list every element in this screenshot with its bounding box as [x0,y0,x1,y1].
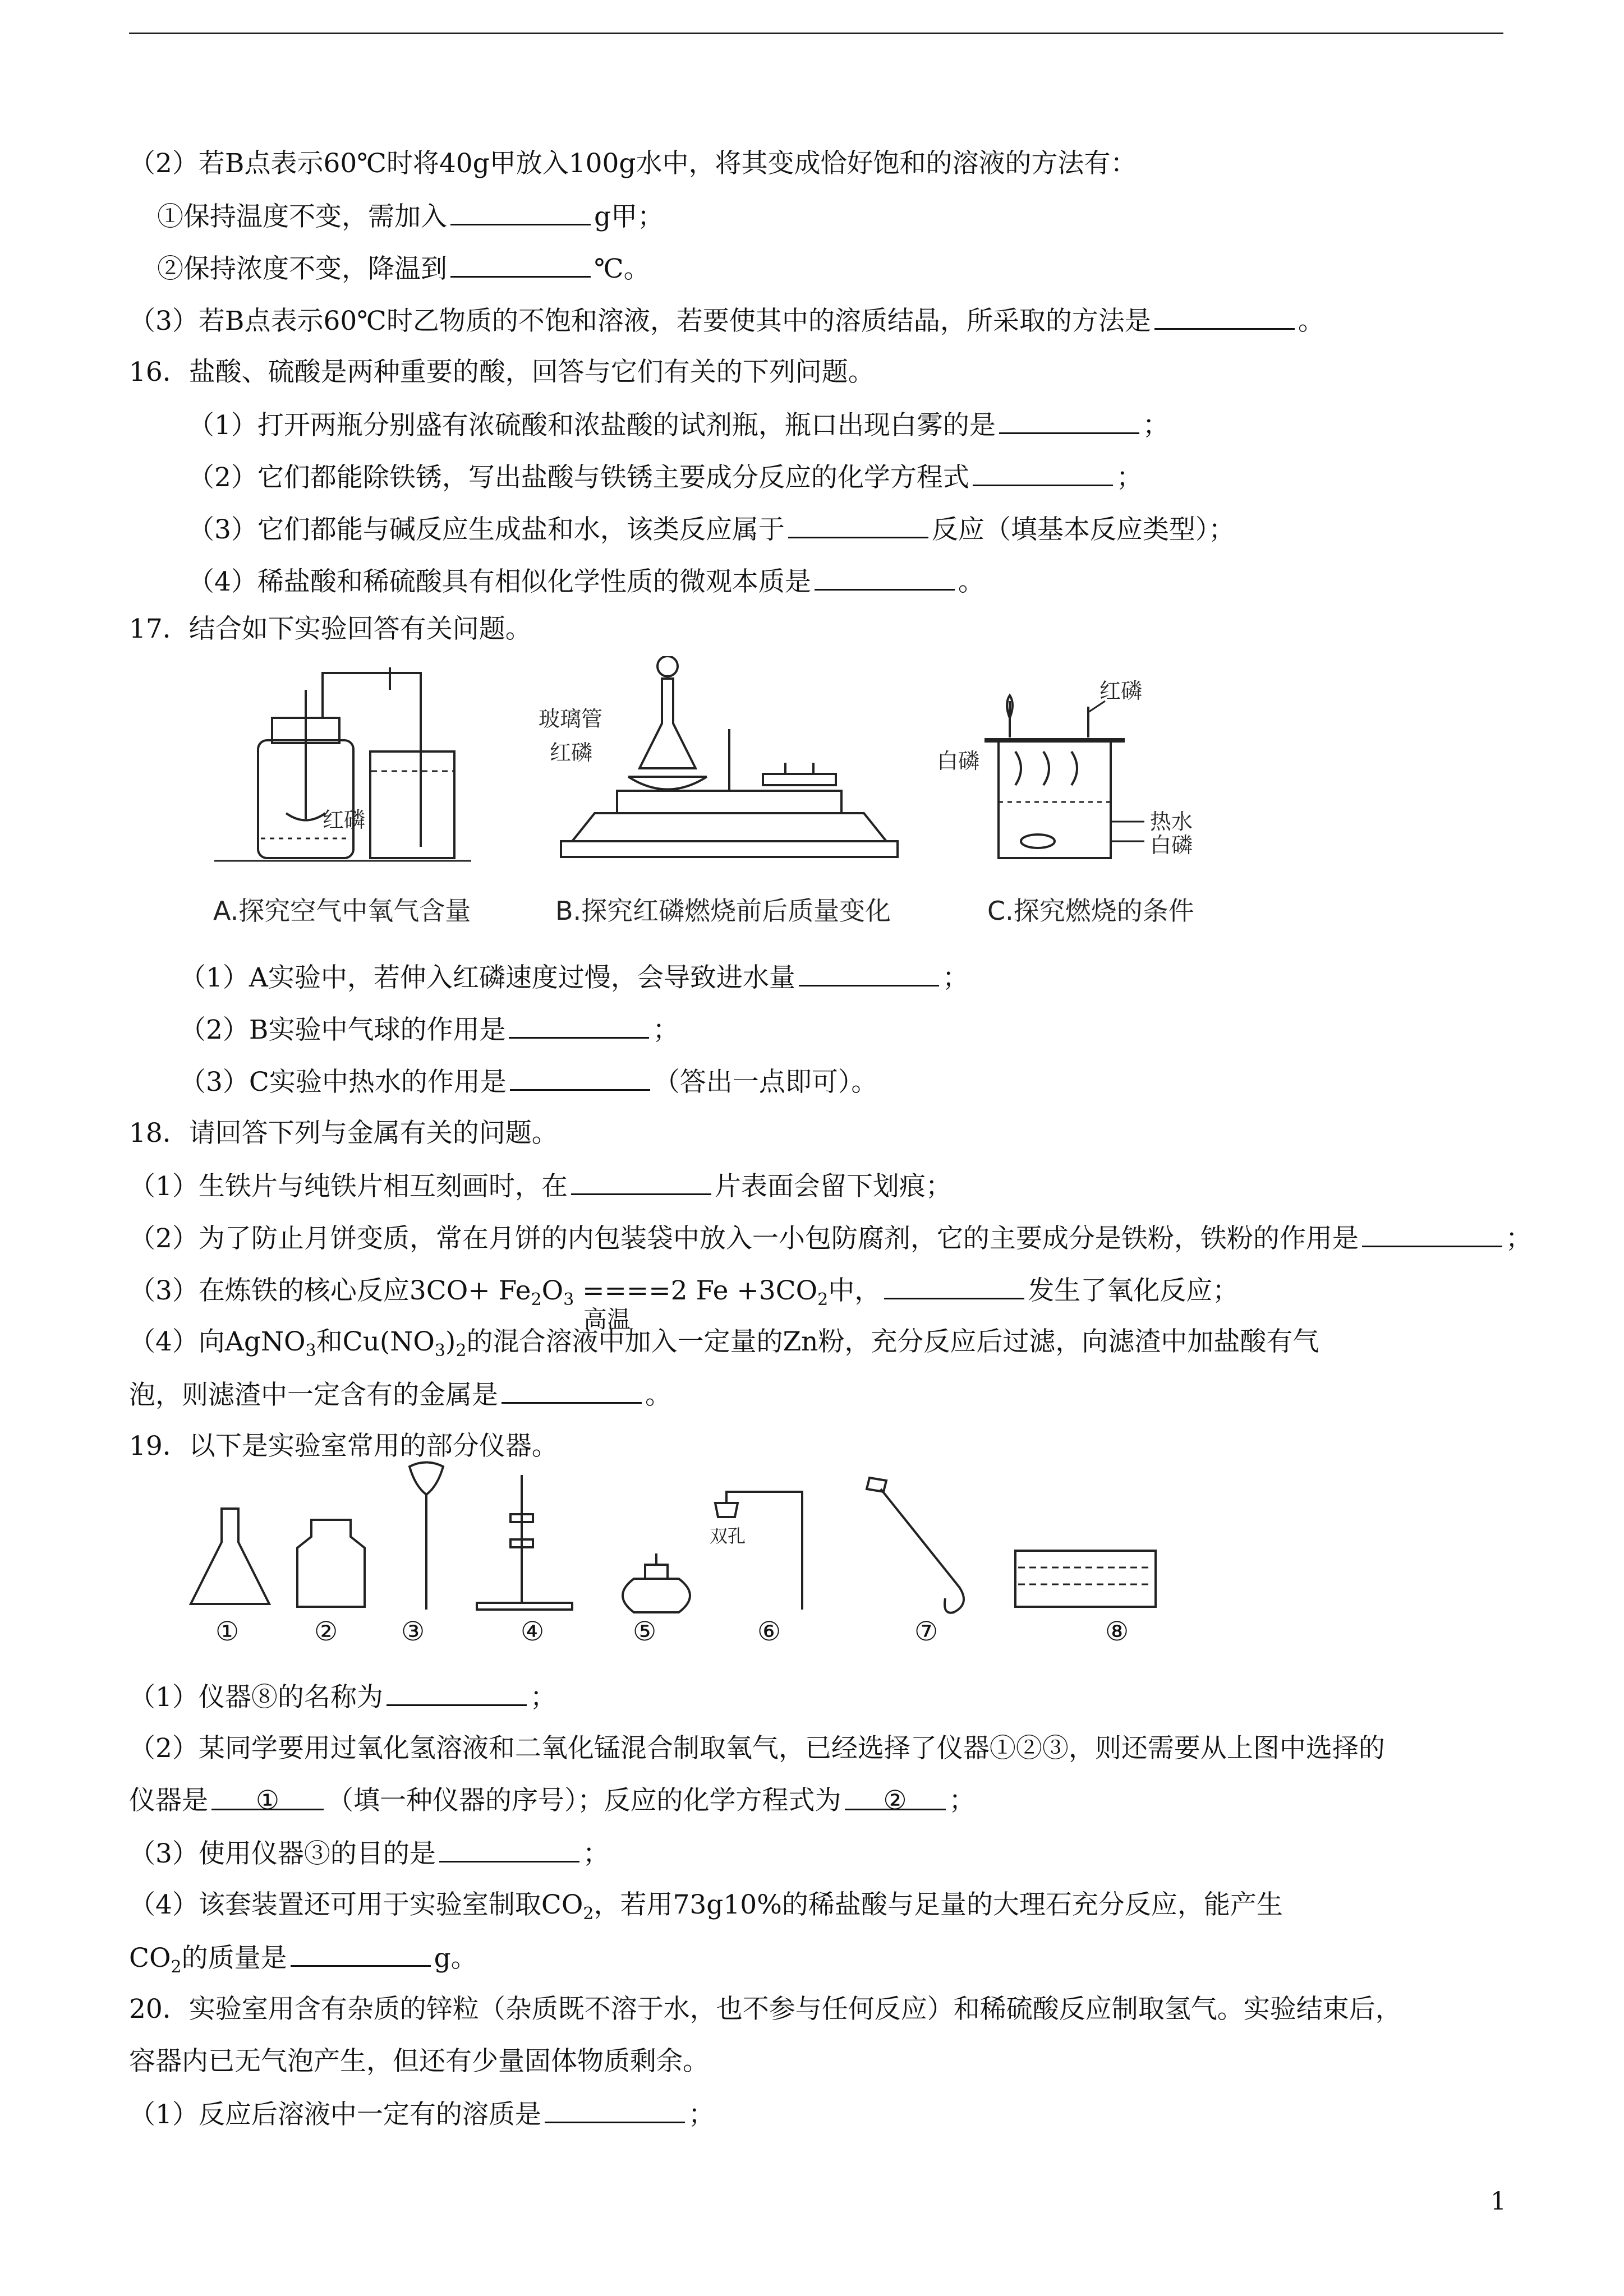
q19-part3: （3）使用仪器③的目的是 ； [129,1836,609,1871]
experiment-c-apparatus [984,695,1144,858]
header-rule [129,33,1503,34]
q16-part1: （1）打开两瓶分别盛有浓硫酸和浓盐酸的试剂瓶，瓶口出现白雾的是 ； [188,408,1169,442]
q16-part3: （3）它们都能与碱反应生成盐和水，该类反应属于 反应（填基本反应类型）； [188,512,1235,547]
answer-blank[interactable] [799,960,939,986]
answer-blank[interactable] [884,1273,1024,1299]
q20-line2: 容器内已无气泡产生，但还有少量固体物质剩余。 [129,2046,709,2077]
q19-part4-cont: $CO_2$的质量是 g。 [129,1940,477,1984]
label-white-phosphorus-bottom: 白磷 [1150,833,1193,857]
answer-blank[interactable] [815,564,955,591]
alcohol-lamp [623,1553,690,1612]
answer-blank[interactable] [571,1169,711,1195]
q18-part1: （1）生铁片与纯铁片相互刻画时，在 片表面会留下划痕； [129,1169,952,1204]
q15-part3: （3）若B点表示60℃时乙物质的不饱和溶液，若要使其中的溶质结晶，所采取的方法是 。 [129,303,1324,338]
experiment-b-apparatus [561,656,898,857]
answer-blank[interactable] [439,1836,579,1862]
q20-line1: 20．实验室用含有杂质的锌粒（杂质既不溶于水，也不参与任何反应）和稀硫酸反应制取氢气。实验结束后， [129,1994,1402,2025]
answer-blank[interactable] [450,251,591,278]
q19-part2: （2）某同学要用过氧化氢溶液和二氧化锰混合制取氧气，已经选择了仪器①②③，则还需要从上图中选择的 [129,1733,1385,1764]
label-red-phosphorus-c: 红磷 [1099,679,1143,703]
answer-blank[interactable] [291,1940,431,1967]
caption-c: C.探究燃烧的条件 [987,896,1194,926]
q16-title: 16．盐酸、硫酸是两种重要的酸，回答与它们有关的下列问题。 [129,357,875,388]
q18-title: 18．请回答下列与金属有关的问题。 [129,1118,558,1149]
caption-a: A.探究空气中氧气含量 [213,896,471,926]
answer-blank[interactable] [387,1680,527,1706]
wide-mouth-bottle [297,1520,365,1607]
label-glass-tube: 玻璃管 [539,707,603,731]
answer-blank[interactable] [545,2097,685,2123]
instrument-number-7: ⑦ [914,1616,938,1647]
answer-blank[interactable] [788,512,928,538]
q16-part4: （4）稀盐酸和稀硫酸具有相似化学性质的微观本质是 。 [188,564,984,599]
answer-blank[interactable] [450,199,591,225]
instrument-number-8: ⑧ [1105,1616,1129,1647]
q19-title: 19．以下是实验室常用的部分仪器。 [129,1431,558,1461]
page-number: 1 [1490,2187,1506,2216]
label-hot-water: 热水 [1150,809,1193,834]
instrument-number-3: ③ [401,1616,425,1647]
caption-b: B.探究红磷燃烧前后质量变化 [555,896,891,926]
answer-blank[interactable] [502,1377,642,1404]
instrument-number-1: ① [215,1616,240,1647]
label-white-phosphorus-top: 白磷 [937,749,980,773]
instrument-number-6: ⑥ [757,1616,781,1647]
answer-blank[interactable] [509,1012,649,1039]
q17-part1: （1）A实验中，若伸入红磷速度过慢，会导致进水量 ； [180,960,969,995]
conical-flask [191,1509,269,1604]
q15-part2-a: ①保持温度不变，需加入 g甲； [157,199,664,234]
q18-part3: （3）在炼铁的核心反应$3CO+ Fe_2O_3 ====2$ $Fe +3CO_2$中， 发生了氧化反应； [129,1273,1239,1317]
answer-blank-2[interactable]: ② [845,1784,946,1810]
label-double-hole: 双孔 [710,1525,746,1547]
label-red-phosphorus-a: 红磷 [323,808,366,832]
q17-title: 17．结合如下实验回答有关问题。 [129,614,532,644]
answer-blank[interactable] [973,460,1113,486]
label-red-phosphorus-b: 红磷 [550,740,593,765]
q18-part4: （4）向AgNO$_3$和$Cu(NO_3)_2$的混合溶液中加入一定量的Zn粉，充分反应后过滤，向滤渣中加盐酸有气 [129,1326,1319,1361]
long-neck-funnel [410,1463,443,1610]
q20-part1: （1）反应后溶液中一定有的溶质是 ； [129,2097,715,2132]
q19-part4: （4）该套装置还可用于实验室制取$CO_2$，若用73g10%的稀盐酸与足量的大理石充分反应，能产生 [129,1889,1283,1924]
answer-blank[interactable] [1362,1221,1502,1247]
q19-part1: （1）仪器⑧的名称为 ； [129,1680,556,1714]
answer-blank-1[interactable]: ① [211,1784,324,1810]
instrument-number-5: ⑤ [633,1616,657,1647]
instrument-number-2: ② [314,1616,338,1647]
q15-part2-b: ②保持浓度不变，降温到 ℃。 [157,251,650,286]
instrument-number-4: ④ [521,1616,545,1647]
answer-blank[interactable] [999,408,1139,434]
q17-experiment-figure [202,656,1268,948]
answer-blank[interactable] [1154,303,1295,330]
q18-part4-cont: 泡，则滤渣中一定含有的金属是 。 [129,1377,671,1412]
q16-part2: （2）它们都能除铁锈，写出盐酸与铁锈主要成分反应的化学方程式 ； [188,460,1143,495]
reaction-condition-high-temp: 高温 [583,1306,631,1333]
q17-part3: （3）C实验中热水的作用是 （答出一点即可）。 [180,1064,877,1099]
bent-tube-with-rubber [867,1478,964,1613]
answer-blank[interactable] [510,1064,650,1091]
q17-part2: （2）B实验中气球的作用是 ； [180,1012,679,1047]
iron-stand [477,1475,572,1610]
water-trough [1015,1551,1156,1607]
q18-part2: （2）为了防止月饼变质，常在月饼的内包装袋中放入一小包防腐剂，它的主要成分是铁粉，铁粉的作用是 ； [129,1221,1532,1256]
double-hole-stopper-tube [715,1492,802,1610]
q15-part2: （2）若B点表示60℃时将40g甲放入100g水中，将其变成恰好饱和的溶液的方法有： [129,148,1137,179]
q19-part2-cont: 仪器是 ① （填一种仪器的序号）；反应的化学方程式为 ② ； [129,1785,976,1816]
